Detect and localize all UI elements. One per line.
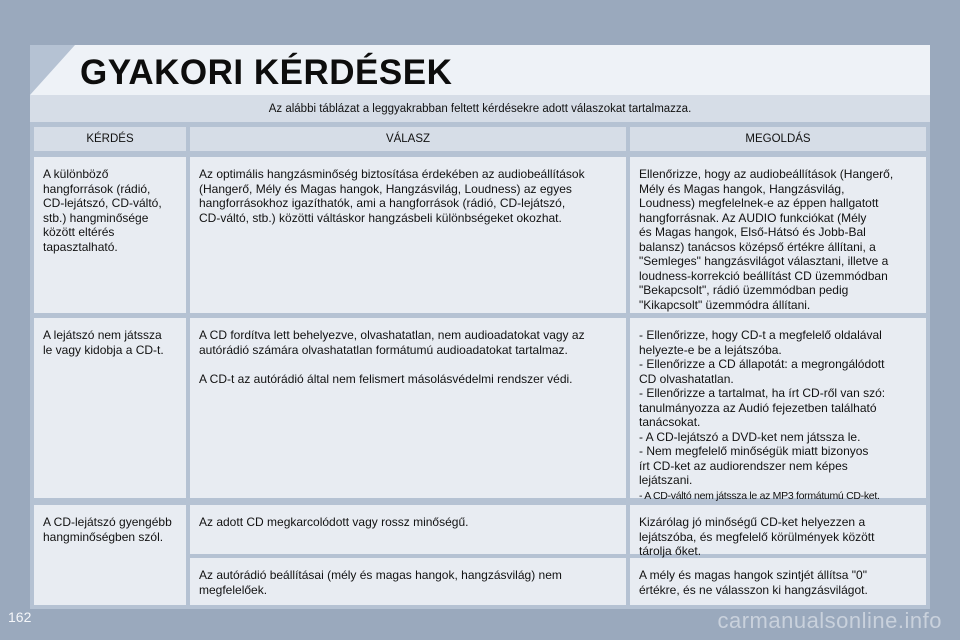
row2-answer: A CD fordítva lett behelyezve, olvashatatlan, nem audioadatokat vagy az autórádió számára olvashatatlan formátumú audioadatokat tartalmaz. A CD-t az autórádió által nem felismert másolásvédelmi rendszer védi. xyxy=(190,318,626,498)
row4-answer: Az autórádió beállításai (mély és magas hangok, hangzásvilág) nem megfelelőek. xyxy=(190,558,626,605)
row2-solution-text: - Ellenőrizze, hogy CD-t a megfelelő oldalával helyezte-e be a lejátszóba. - Ellenőrizze a CD állapotát: a megrongálódott CD olvashatatlan. - Ellenőrizze a tartalmat, ha írt CD-ről van szó: tanulmányozza az Audió fejezetben található tanácsokat. - A CD-lejátszó a DVD-ket nem játssza le. - Nem megfelelő minőségük miatt bizonyos írt CD-ket az audiorendszer nem képes lejátszani. xyxy=(639,328,886,487)
row1-answer: Az optimális hangzásminőség biztosítása érdekében az audiobeállítások (Hangerő, Mély és Magas hangok, Hangzásvilág, Loudness) az egyes hangforrásokhoz igazíthatók, ami a hangforrások (rádió, CD-lejátszó, CD-váltó, stb.) közötti váltáskor hangzásbeli különbségeket okozhat. xyxy=(190,157,626,313)
row4-solution: A mély és magas hangok szintjét állítsa "0" értékre, és ne válasszon ki hangzásvilágot. xyxy=(630,558,926,605)
page-subtitle: Az alábbi táblázat a leggyakrabban feltett kérdésekre adott válaszokat tartalmazza. xyxy=(268,103,692,115)
header-answer: VÁLASZ xyxy=(190,127,626,151)
watermark: carmanualsonline.info xyxy=(717,608,942,633)
page-number: 162 xyxy=(8,609,32,625)
row1-solution: Ellenőrizze, hogy az audiobeállítások (Hangerő, Mély és Magas hangok, Hangzásvilág, Loudness) megfelelnek-e az éppen hallgatott hangforrásnak. Az AUDIO funkciókat (Mély és Magas hangok, Első-Hátsó és Jobb-Bal balansz) tanácsos középső értékre állítani, a "Semleges" hangzásvilágot választani, illetve a loudness-korrekció beállítást CD üzemmódban "Bekapcsolt", rádió üzemmódban pedig "Kikapcsolt" üzemmódra állítani. xyxy=(630,157,926,313)
row3-solution: Kizárólag jó minőségű CD-ket helyezzen a lejátszóba, és megfelelő körülmények között tárolja őket. xyxy=(630,505,926,554)
row2-solution xyxy=(630,318,926,502)
row3-question: A CD-lejátszó gyengébb hangminőségben szól. xyxy=(34,505,186,605)
row2-question: A lejátszó nem játssza le vagy kidobja a CD-t. xyxy=(34,318,186,498)
row2-solution-tail: - A CD-váltó nem játssza le az MP3 formátumú CD-ket. xyxy=(639,489,880,502)
header-question: KÉRDÉS xyxy=(34,127,186,151)
page-title: GYAKORI KÉRDÉSEK xyxy=(80,53,453,92)
row1-question: A különböző hangforrások (rádió, CD-lejátszó, CD-váltó, stb.) hangminősége között eltérés tapasztalható. xyxy=(34,157,186,313)
row3-answer: Az adott CD megkarcolódott vagy rossz minőségű. xyxy=(190,505,626,554)
header-solution: MEGOLDÁS xyxy=(630,127,926,151)
